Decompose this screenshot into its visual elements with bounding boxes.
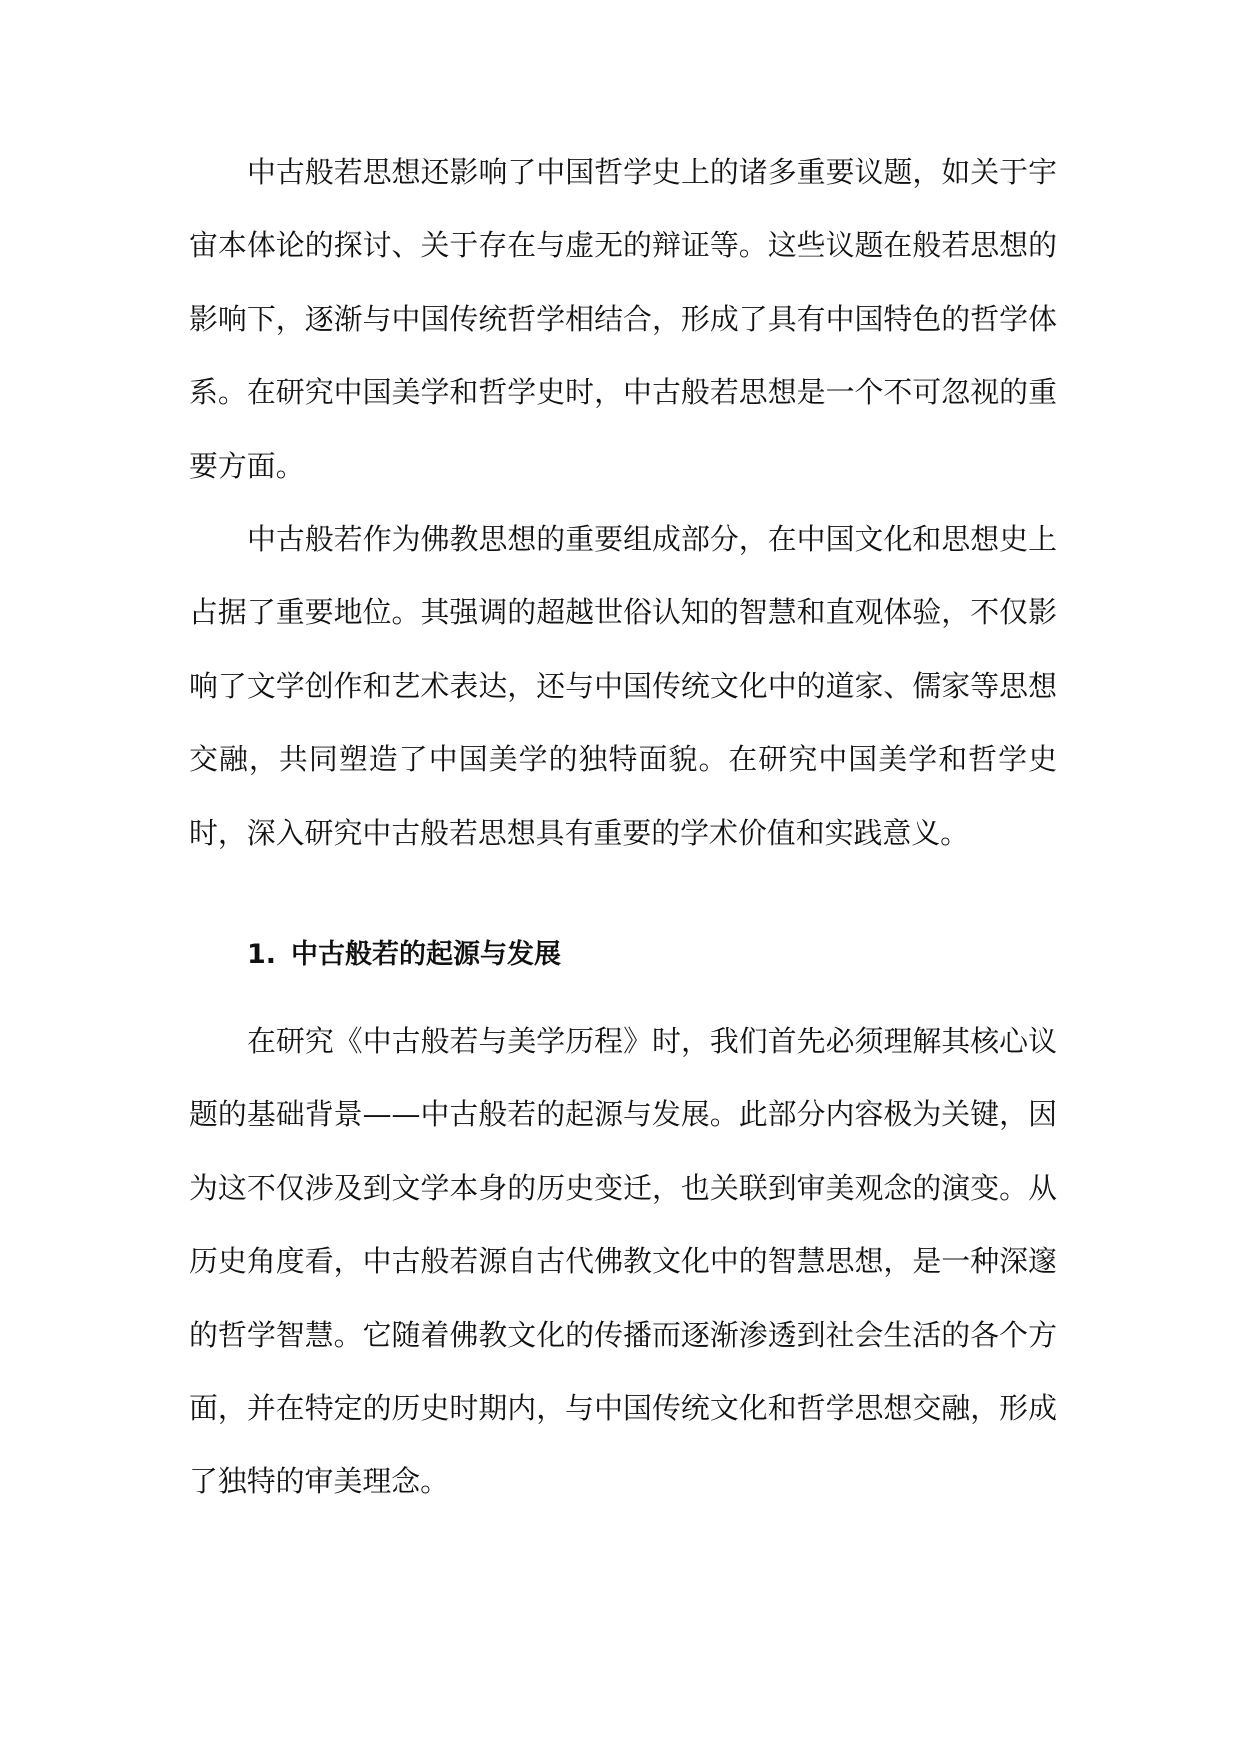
body-paragraph: 中古般若作为佛教思想的重要组成部分，在中国文化和思想史上占据了重要地位。其强调的超越世俗认知的智慧和直观体验，不仅影响了文学创作和艺术表达，还与中国传统文化中的道家、儒家等思想交融，共同塑造了中国美学的独特面貌。在研究中国美学和哲学史时，深入研究中古般若思想具有重要的学术价值和实践意义。: [189, 522, 1057, 850]
section-heading: [247, 935, 561, 975]
section-title: 中古般若的起源与发展: [291, 939, 561, 970]
section-number: 1.: [247, 939, 277, 970]
body-paragraph: 中古般若思想还影响了中国哲学史上的诸多重要议题，如关于宇宙本体论的探讨、关于存在与虚无的辩证等。这些议题在般若思想的影响下，逐渐与中国传统哲学相结合，形成了具有中国特色的哲学体系。在研究中国美学和哲学史时，中古般若思想是一个不可忽视的重要方面。: [189, 155, 1057, 483]
body-paragraph: 在研究《中古般若与美学历程》时，我们首先必须理解其核心议题的基础背景——中古般若的起源与发展。此部分内容极为关键，因为这不仅涉及到文学本身的历史变迁，也关联到审美观念的演变。从历史角度看，中古般若源自古代佛教文化中的智慧思想，是一种深邃的哲学智慧。它随着佛教文化的传播而逐渐渗透到社会生活的各个方面，并在特定的历史时期内，与中国传统文化和哲学思想交融，形成了独特的审美理念。: [189, 1024, 1057, 1499]
